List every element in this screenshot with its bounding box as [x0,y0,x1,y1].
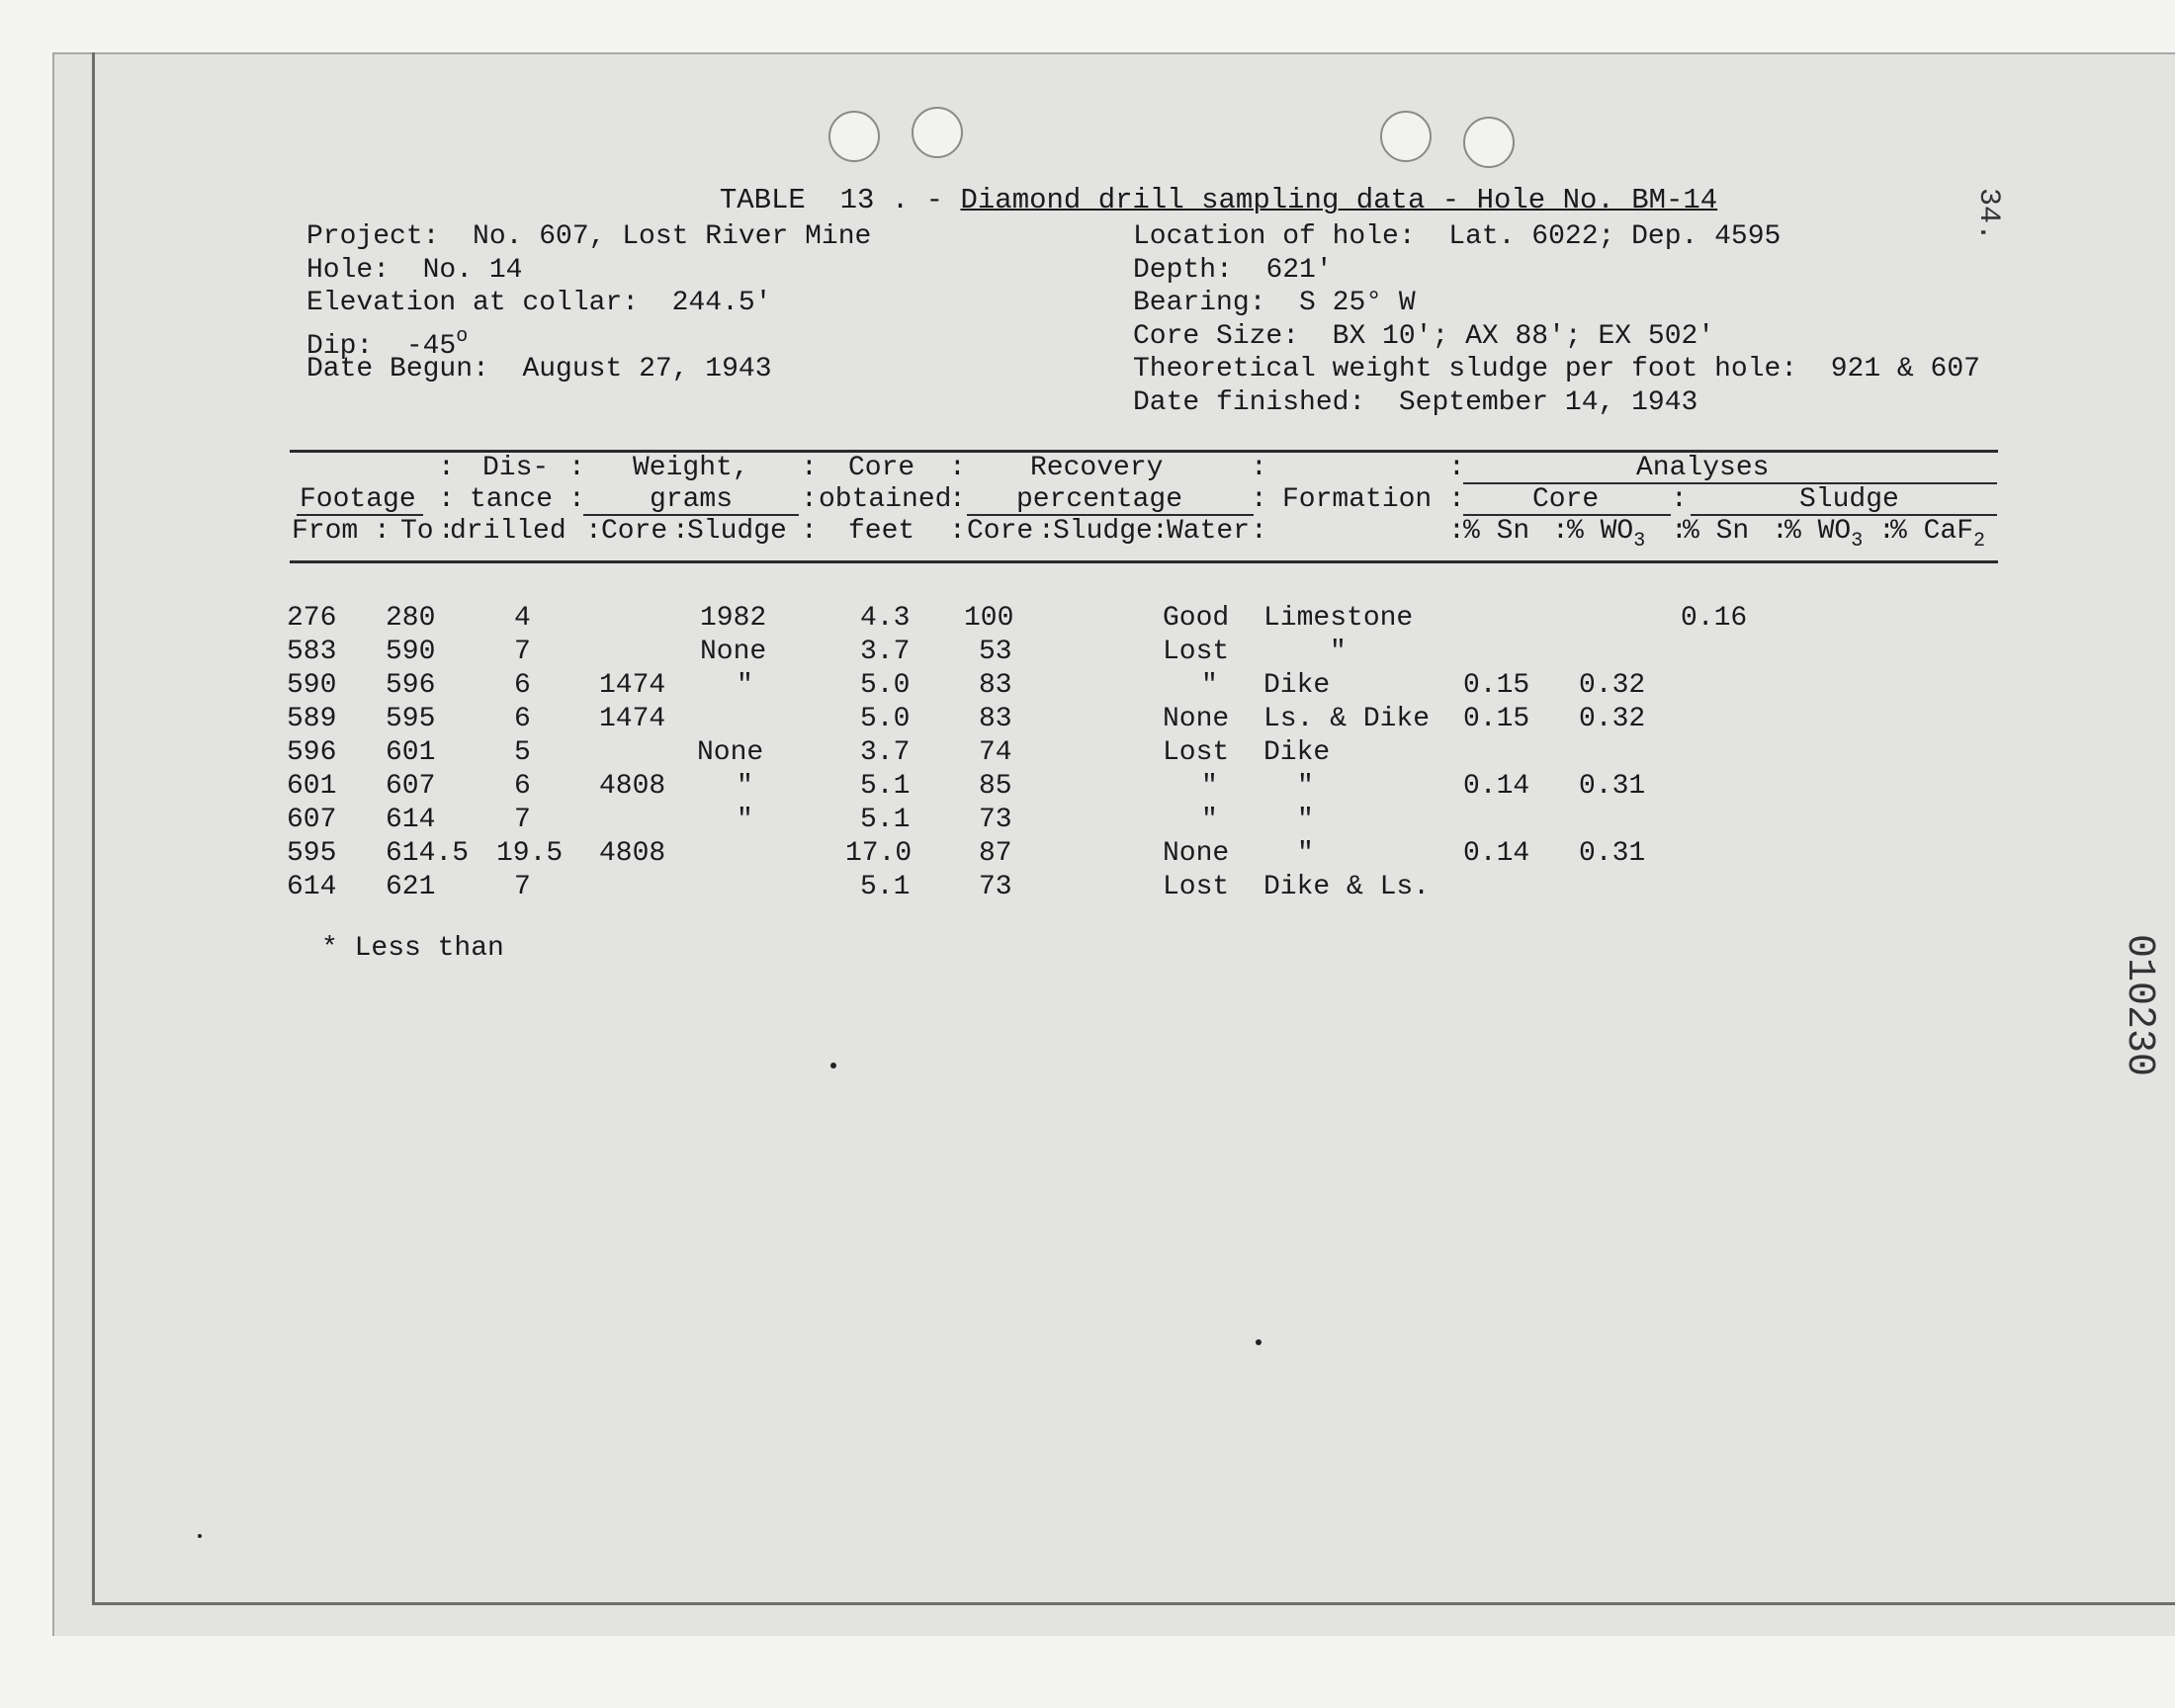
cell-drilled: 7 [514,805,531,835]
cell-recovery-core: 74 [979,737,1012,768]
cell-drilled: 6 [514,670,531,701]
cell-to: 596 [386,670,436,701]
cell-recovery-water: " [1201,771,1218,802]
cell-weight-sludge: " [737,771,753,802]
cell-from: 614 [287,872,337,902]
cell-weight-sludge: 1982 [700,603,767,634]
col-analyses-core-h2: Core [1532,484,1600,515]
cell-core-wo3: 0.32 [1579,704,1646,734]
cell-drilled: 7 [514,637,531,667]
cell-formation: " [1297,805,1314,835]
cell-formation: " [1297,771,1314,802]
cell-feet: 4.3 [860,603,911,634]
table-title: TABLE 13 . - Diamond drill sampling data - Hole No. BM-14 [719,184,1718,216]
cell-core-sn: 0.14 [1463,771,1530,802]
cell-formation: " [1330,637,1347,667]
cell-recovery-water: Lost [1163,872,1230,902]
cell-recovery-core: 85 [979,771,1012,802]
cell-drilled: 6 [514,771,531,802]
cell-weight-core: 1474 [599,704,666,734]
cell-recovery-water: None [1163,838,1230,869]
col-from: From [292,516,359,547]
table-title-description: Diamond drill sampling data - Hole No. BM-14 [960,184,1718,216]
cell-recovery-core: 87 [979,838,1012,869]
cell-core-wo3: 0.31 [1579,771,1646,802]
col-recovery-water: Water [1167,516,1251,547]
cell-feet: 3.7 [860,737,911,768]
cell-formation: Dike [1263,670,1331,701]
cell-drilled: 6 [514,704,531,734]
cell-weight-sludge: None [700,637,767,667]
header-bottom-rule [290,560,1998,563]
cell-from: 276 [287,603,337,634]
cell-from: 595 [287,838,337,869]
info-depth: Depth: 621' [1133,255,1333,286]
cell-weight-core: 4808 [599,838,666,869]
cell-recovery-core: 83 [979,670,1012,701]
col-sludge-sn: % Sn [1683,516,1750,547]
cell-feet: 3.7 [860,637,911,667]
cell-recovery-water: None [1163,704,1230,734]
col-core-h2: obtained [819,484,952,515]
col-recovery-core: Core [967,516,1034,547]
margin-stamp: 010230 [2117,934,2161,1077]
info-dip: Dip: -45$^o$ [306,325,469,362]
col-core-sn: % Sn [1463,516,1530,547]
col-drilled: drilled [450,516,566,547]
cell-feet: 5.0 [860,670,911,701]
col-distance-h1: Dis- [482,453,550,483]
col-core-wo3: % $WO_3$ [1567,516,1646,553]
info-location: Location of hole: Lat. 6022; Dep. 4595 [1133,221,1782,252]
cell-formation: " [1297,838,1314,869]
cell-from: 607 [287,805,337,835]
info-project: Project: No. 607, Lost River Mine [306,221,872,252]
col-distance-h2: tance [470,484,554,515]
cell-weight-sludge: " [737,670,753,701]
cell-feet: 5.1 [860,872,911,902]
cell-weight-sludge: " [737,805,753,835]
col-analyses-sludge-h2: Sludge [1799,484,1899,515]
cell-to: 280 [386,603,436,634]
col-weight-h2: grams [650,484,734,515]
cell-recovery-core: 73 [979,872,1012,902]
info-date-finished: Date finished: September 14, 1943 [1133,387,1698,418]
col-sludge-caf2: % CaF$_2$ [1890,516,1986,553]
info-core-size: Core Size: BX 10'; AX 88'; EX 502' [1133,321,1715,352]
cell-recovery-core: 73 [979,805,1012,835]
cell-feet: 5.1 [860,805,911,835]
cell-from: 601 [287,771,337,802]
cell-sludge-sn: 0.16 [1681,603,1748,634]
col-footage-h2: Footage [300,484,416,515]
cell-recovery-core: 100 [964,603,1014,634]
cell-core-wo3: 0.32 [1579,670,1646,701]
cell-formation: Ls. & Dike [1263,704,1431,734]
info-sludge-weight: Theoretical weight sludge per foot hole: 921 & 607 [1133,354,1980,384]
cell-to: 590 [386,637,436,667]
cell-from: 583 [287,637,337,667]
cell-recovery-core: 83 [979,704,1012,734]
info-elevation: Elevation at collar: 244.5' [306,288,772,318]
cell-from: 596 [287,737,337,768]
cell-from: 590 [287,670,337,701]
cell-weight-core: 4808 [599,771,666,802]
scan-speck [198,1534,202,1538]
cell-drilled: 19.5 [496,838,564,869]
page-number: 34. [1971,188,2005,242]
col-recovery-h1: Recovery [1030,453,1164,483]
scan-speck [830,1063,836,1068]
cell-recovery-water: " [1201,670,1218,701]
col-recovery-h2: percentage [1016,484,1183,515]
cell-from: 589 [287,704,337,734]
col-core-h1: Core [848,453,915,483]
footnote: * Less than [321,933,504,964]
cell-to: 621 [386,872,436,902]
cell-to: 607 [386,771,436,802]
cell-recovery-water: Lost [1163,737,1230,768]
col-formation-h2: Formation [1282,484,1433,515]
col-sludge-wo3: % $WO_3$ [1784,516,1864,553]
cell-drilled: 5 [514,737,531,768]
info-bearing: Bearing: S 25° W [1133,288,1416,318]
cell-feet: 5.1 [860,771,911,802]
cell-core-sn: 0.14 [1463,838,1530,869]
cell-recovery-water: Lost [1163,637,1230,667]
cell-to: 595 [386,704,436,734]
col-feet: feet [848,516,915,547]
cell-to: 614 [386,805,436,835]
cell-formation: Dike & Ls. [1263,872,1431,902]
info-date-begun: Date Begun: August 27, 1943 [306,354,772,384]
col-recovery-sludge: Sludge [1053,516,1153,547]
scan-speck [1256,1339,1262,1345]
cell-drilled: 4 [514,603,531,634]
cell-weight-core: 1474 [599,670,666,701]
cell-to: 601 [386,737,436,768]
cell-core-wo3: 0.31 [1579,838,1646,869]
col-weight-sludge: Sludge [687,516,787,547]
cell-core-sn: 0.15 [1463,670,1530,701]
cell-feet: 5.0 [860,704,911,734]
col-weight-h1: Weight, [633,453,749,483]
binder-hole [912,107,963,158]
cell-core-sn: 0.15 [1463,704,1530,734]
cell-drilled: 7 [514,872,531,902]
cell-feet: 17.0 [845,838,913,869]
info-hole: Hole: No. 14 [306,255,523,286]
cell-formation: Dike [1263,737,1331,768]
col-weight-core: Core [601,516,668,547]
col-analyses-h1: Analyses [1636,453,1770,483]
cell-to: 614.5 [386,838,470,869]
cell-recovery-water: " [1201,805,1218,835]
cell-weight-sludge: None [697,737,764,768]
cell-formation: Limestone [1263,603,1414,634]
cell-recovery-water: Good [1163,603,1230,634]
col-to: To [400,516,434,547]
cell-recovery-core: 53 [979,637,1012,667]
